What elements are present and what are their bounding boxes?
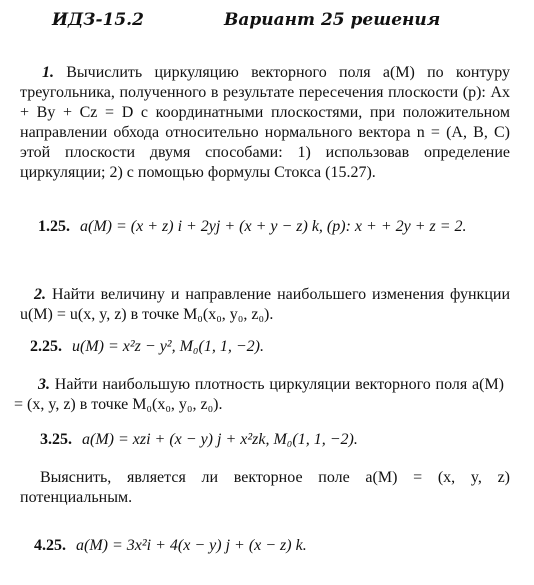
- problem-2-25-number: 2.25.: [30, 338, 62, 355]
- assignment-code: ИДЗ-15.2: [52, 10, 144, 30]
- task-2-number: 2.: [34, 286, 46, 303]
- problem-2-25-formula: u(M) = x²z − y², M₀(1, 1, −2).: [72, 338, 264, 355]
- task-2-text: [20, 285, 510, 325]
- problem-1-25-formula: a(M) = (x + z) i + 2yj + (x + y − z) k, (p): x + + 2y + z = 2.: [80, 218, 467, 235]
- problem-3-25-formula: a(M) = xzi + (x − y) j + x²zk, M₀(1, 1, −2).: [82, 431, 358, 448]
- problem-2-25: [30, 337, 500, 357]
- task-1-text: [20, 63, 510, 183]
- problem-3-25-number: 3.25.: [40, 431, 72, 448]
- task-2-body: Найти величину и направление наибольшего изменения функции u(M) = u(x, y, z) в точке M₀(x₀, y₀, z₀).: [20, 286, 510, 323]
- variant-title: Вариант 25 решения: [224, 10, 441, 30]
- problem-3-25: [40, 430, 510, 450]
- task-1-number: 1.: [42, 64, 54, 81]
- task-3-body: Найти наибольшую плотность циркуляции векторного поля a(M) = (x, y, z) в точке M₀(x₀, y₀, z₀).: [14, 376, 505, 413]
- problem-1-25-number: 1.25.: [38, 218, 70, 235]
- document-header: [52, 10, 514, 34]
- task-3b-text: [20, 468, 510, 508]
- task-3-text: [14, 375, 504, 415]
- task-3-number: 3.: [38, 376, 50, 393]
- problem-4-25-formula: a(M) = 3x²i + 4(x − y) j + (x − z) k.: [76, 537, 307, 554]
- task-3b-body: Выяснить, является ли векторное поле a(M) = (x, y, z) потенциальным.: [20, 469, 510, 506]
- problem-4-25: [34, 536, 504, 556]
- task-1-body: Вычислить циркуляцию векторного поля a(M) по контуру треугольника, полученного в результате пересечения плоскости (p): Ax + By + Cz = D с координатными плоскостями, при положительном направлении обхода относительно нормального вектора n = (A, B, C) этой плоскости двумя способами: 1) использовав определение циркуляции; 2) с помощью формулы Стокса (15.27).: [20, 64, 511, 181]
- problem-1-25: [38, 217, 508, 237]
- problem-4-25-number: 4.25.: [34, 537, 66, 554]
